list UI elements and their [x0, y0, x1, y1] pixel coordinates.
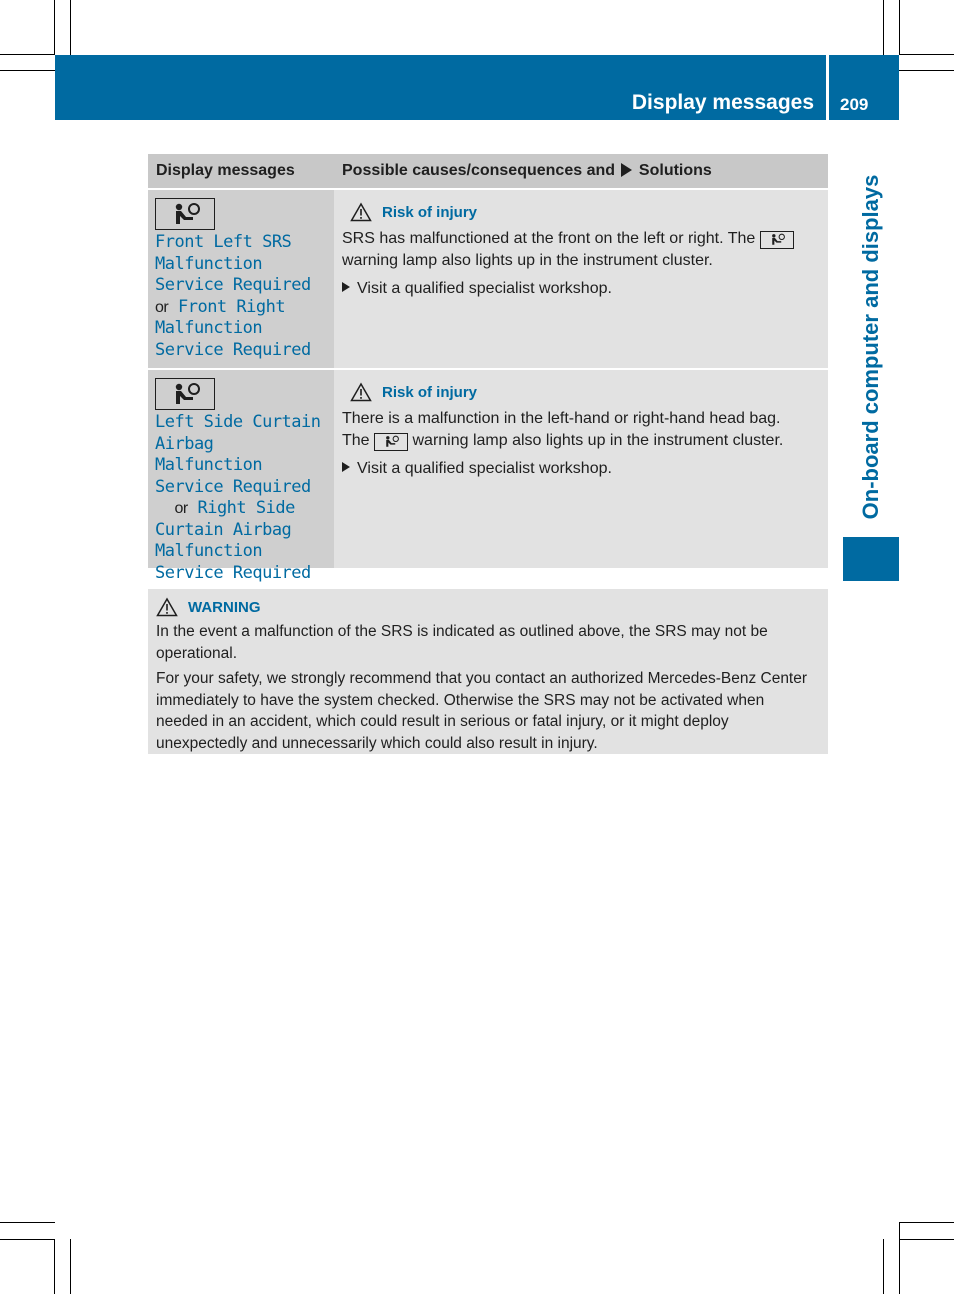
message-line: Service Required: [155, 476, 311, 497]
step-text: Visit a qualified specialist workshop.: [357, 460, 612, 477]
warning-box: [148, 589, 828, 754]
section-side-title: On-board computer and displays: [858, 174, 883, 520]
message-line: Front Right: [177, 296, 286, 317]
cause-description: [342, 408, 818, 452]
crop-mark: [899, 70, 954, 71]
column-header-solutions-label: Solutions: [638, 162, 712, 179]
warning-triangle-icon: [350, 202, 372, 222]
crop-mark: [899, 1222, 900, 1294]
crop-mark: [54, 1239, 55, 1294]
crop-mark: [70, 1239, 71, 1294]
crop-mark: [0, 1239, 55, 1240]
warning-title: WARNING: [188, 598, 261, 616]
step-text: Visit a qualified specialist workshop.: [357, 280, 612, 297]
warning-triangle-icon: [350, 382, 372, 402]
message-line: Airbag Malfunction: [155, 433, 263, 475]
solution-step: [342, 278, 818, 300]
solution-step: [342, 458, 818, 480]
warning-paragraph: In the event a malfunction of the SRS is indicated as outlined above, the SRS may not be operational.: [156, 623, 768, 662]
message-line: Service Required: [155, 562, 311, 583]
display-message-text: [155, 412, 327, 584]
crop-mark: [899, 54, 954, 55]
crop-mark: [899, 0, 900, 55]
cause-text: warning lamp also lights up in the instrument cluster.: [412, 432, 784, 449]
message-line: Curtain Airbag: [155, 519, 292, 540]
or-word: or: [155, 298, 169, 316]
message-line: Service Required: [155, 339, 311, 360]
causes-cell: [334, 190, 828, 368]
column-header-causes: [334, 154, 828, 188]
table-row: [148, 368, 828, 583]
crop-mark: [0, 54, 55, 55]
message-line: Right Side: [197, 498, 295, 518]
cause-text: There is a malfunction in the left-hand or right-hand head bag.: [342, 410, 781, 427]
column-header-messages: Display messages: [156, 162, 295, 179]
crop-mark: [899, 1239, 954, 1240]
warning-heading: [156, 593, 820, 621]
message-cell: [148, 370, 334, 583]
crop-mark: [0, 1222, 55, 1223]
risk-label: Risk of injury: [382, 383, 478, 401]
message-line: Malfunction: [155, 253, 263, 274]
page-number-box: [829, 55, 899, 120]
display-messages-table: [148, 154, 828, 583]
message-line: Malfunction: [155, 541, 263, 561]
airbag-warning-lamp-icon: [760, 231, 794, 249]
crop-mark: [883, 1239, 884, 1294]
warning-paragraph: For your safety, we strongly recommend that you contact an authorized Mercedes-Benz Center immediately to have the system checked. Otherwise the SRS may not be activated when needed in an accident, which could result in serious or fatal injury, or it might deploy unexpectedly and unnecessarily which could also result in injury.: [156, 670, 808, 752]
risk-heading: [342, 378, 818, 406]
message-line: Front Left SRS: [155, 232, 292, 252]
risk-label: Risk of injury: [382, 203, 478, 221]
airbag-warning-lamp-icon: [155, 198, 215, 230]
message-line: Service Required: [155, 275, 311, 295]
message-cell: [148, 190, 334, 368]
crop-mark: [54, 0, 55, 55]
crop-mark: [0, 70, 55, 71]
column-header-causes-label: Possible causes/consequences and: [342, 162, 616, 179]
cause-text: warning lamp also lights up in the instrument cluster.: [342, 252, 713, 269]
section-side-tab: [843, 537, 899, 581]
warning-triangle-icon: [156, 597, 178, 617]
message-line: Left Side Curtain: [155, 412, 321, 432]
airbag-warning-lamp-icon: [155, 378, 215, 410]
page-header-bar: [55, 55, 826, 120]
crop-mark: [70, 0, 71, 55]
message-line: Malfunction: [155, 318, 263, 338]
airbag-warning-lamp-icon: [374, 433, 408, 451]
cause-text: SRS has malfunctioned at the front on the left or right. The: [342, 230, 756, 247]
crop-mark: [883, 0, 884, 55]
table-header: [148, 154, 828, 188]
or-word: or: [174, 500, 188, 517]
page-title: Display messages: [631, 91, 814, 114]
step-arrow-icon: [342, 462, 350, 472]
page-number: 209: [840, 95, 869, 114]
risk-heading: [342, 198, 818, 226]
step-arrow-icon: [342, 282, 350, 292]
crop-mark: [899, 1222, 954, 1223]
causes-cell: [334, 370, 828, 568]
display-message-text: [155, 232, 327, 361]
cause-description: [342, 228, 818, 272]
arrow-right-icon: [621, 163, 632, 177]
cause-text: The: [342, 432, 370, 449]
table-row: [148, 188, 828, 368]
